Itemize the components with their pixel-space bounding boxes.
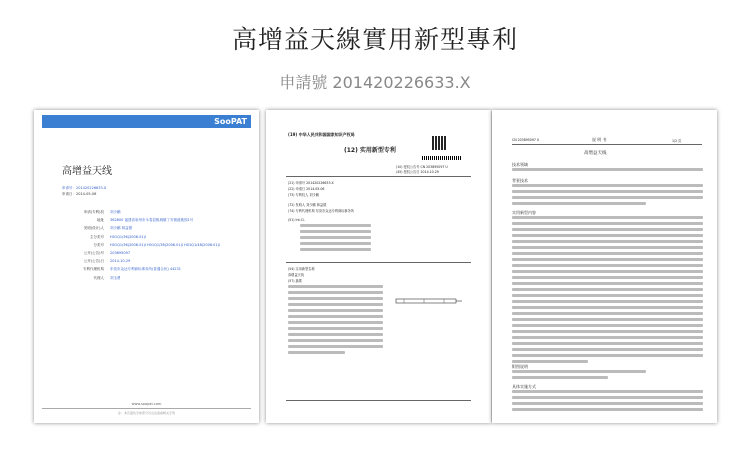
soopat-banner: SooPAT bbox=[42, 115, 251, 128]
desc-pub-number: CN 203895097 U bbox=[512, 138, 540, 142]
info-row bbox=[64, 210, 244, 214]
patent-page-abstract[interactable] bbox=[266, 110, 491, 423]
info-key: 代理人 bbox=[93, 275, 104, 280]
info-row bbox=[64, 259, 244, 263]
info-key: 分类号 bbox=[93, 242, 104, 247]
info-key: 申请(专利)权 bbox=[83, 210, 104, 214]
ipc-list bbox=[300, 224, 371, 254]
patent-page-cover[interactable] bbox=[34, 110, 259, 423]
info-key: 地址 bbox=[97, 218, 104, 223]
info-key: 发明(设计)人 bbox=[83, 226, 104, 231]
application-link[interactable]: 申请号：201420226633.X bbox=[62, 186, 107, 190]
info-row bbox=[64, 243, 244, 247]
info-value[interactable]: 东莞市众达专利商标事务所(普通合伙) 44231 bbox=[110, 267, 181, 272]
info-row bbox=[64, 218, 244, 222]
utility-name: 高增益天线 bbox=[288, 273, 304, 277]
footer-note: 注：本页蓝色字体部分可点击查看相关专利 bbox=[117, 411, 175, 415]
desc-section: 说 明 书 bbox=[592, 137, 607, 142]
section-embodiment-text bbox=[512, 390, 703, 414]
info-key: 公开(公告)号 bbox=[83, 251, 104, 255]
owner: (73) 专利权人 刘少鹏 bbox=[288, 193, 319, 197]
section-drawings-text bbox=[512, 370, 703, 382]
info-key: 主分类号 bbox=[90, 234, 104, 239]
app-date: (22) 申请日 2014.05.06 bbox=[288, 187, 325, 191]
application-number: 申請號 201420226633.X bbox=[279, 73, 471, 92]
agent: (74) 专利代理机构 东莞市众达专利商标事务所 bbox=[288, 209, 354, 213]
antenna-drawing-icon bbox=[394, 296, 464, 306]
section-background-text bbox=[512, 184, 703, 208]
utility-name-label: (54) 实用新型名称 bbox=[288, 267, 315, 271]
qr-code-icon bbox=[432, 136, 446, 150]
desc-header-rule bbox=[512, 144, 702, 145]
patent-kind: (12) 实用新型专利 bbox=[344, 147, 396, 154]
info-value[interactable]: H01Q1/36(2006.01)I bbox=[110, 234, 146, 239]
ipc: (51) Int.Cl. bbox=[288, 218, 305, 222]
info-value[interactable]: 362800 福建省泉州市永春县桃城镇丁安街道桃园1号 bbox=[110, 218, 194, 223]
info-row bbox=[64, 267, 244, 271]
section-drawings: 附图说明 bbox=[512, 364, 528, 369]
info-value[interactable]: H01Q1/36(2006.01)I H01Q1/38(2006.01)I H01Q1/48(2006.01)I bbox=[110, 242, 221, 247]
pub-number: (10) 授权公告号 CN 203895097 U bbox=[396, 165, 448, 169]
info-key: 专利代理机构 bbox=[83, 267, 104, 272]
application-date: 申请日：2014-05-06 bbox=[62, 192, 97, 196]
page-title: 高增益天線實用新型專利 bbox=[231, 25, 518, 54]
inventor: (72) 发明人 刘少鹏 林益德 bbox=[288, 203, 327, 207]
patent-title: 高增益天线 bbox=[62, 166, 112, 177]
pub-date: (45) 授权公告日 2014.10.29 bbox=[396, 170, 439, 174]
section-background: 背景技术 bbox=[512, 178, 528, 183]
abstract-rule bbox=[286, 262, 471, 263]
section-field: 技术领域 bbox=[512, 162, 528, 167]
info-row bbox=[64, 276, 244, 280]
info-value[interactable]: 203895097 bbox=[110, 251, 131, 255]
desc-page-number: 1/2 页 bbox=[672, 139, 682, 143]
abstract-text bbox=[288, 285, 383, 357]
info-value[interactable]: 刘少鹏 bbox=[110, 210, 121, 214]
section-content: 实用新型内容 bbox=[512, 210, 536, 215]
footer-divider bbox=[42, 408, 251, 409]
desc-name: 高增益天线 bbox=[584, 151, 607, 156]
info-row bbox=[64, 226, 244, 230]
info-row bbox=[64, 251, 244, 255]
info-key: 公开(公告)日 bbox=[83, 259, 104, 264]
section-embodiment: 具体实施方式 bbox=[512, 384, 536, 389]
patent-page-description[interactable] bbox=[492, 110, 717, 423]
org-name: (19) 中华人民共和国国家知识产权局 bbox=[288, 132, 355, 137]
footer-url[interactable]: www.soopat.com bbox=[131, 402, 162, 406]
app-number: (21) 申请号 201420226633.X bbox=[288, 181, 334, 185]
abstract-label: (57) 摘要 bbox=[288, 279, 302, 283]
info-row bbox=[64, 235, 244, 239]
info-value[interactable]: 刘少鹏 林益德 bbox=[110, 226, 133, 231]
info-value[interactable]: 2014-10-29 bbox=[110, 259, 131, 264]
section-content-text bbox=[512, 216, 703, 366]
info-value[interactable]: 刘玉勇 bbox=[110, 275, 121, 280]
header-rule bbox=[286, 176, 471, 177]
section-field-text bbox=[512, 168, 703, 174]
barcode-icon bbox=[422, 156, 462, 160]
footer-rule bbox=[286, 400, 471, 401]
